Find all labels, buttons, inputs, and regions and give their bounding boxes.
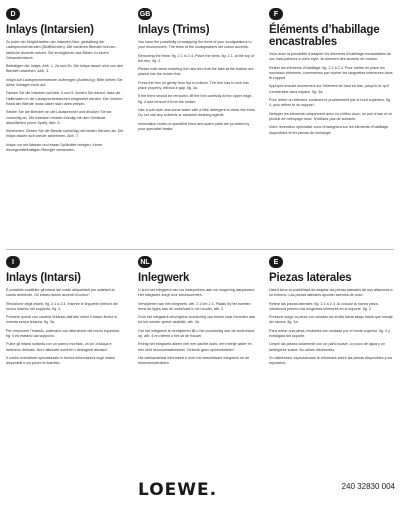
paragraph: Retirar las piezas laterales: fig. 2.1 a 2.4. Al colocar la nueva pieza, introduzca primero las lengüetas inferiores en el soporte, fig. 2. bbox=[269, 301, 379, 311]
footer bbox=[138, 470, 395, 510]
paragraph: È possibile sostituire gli intarsi dei vostri altoparlanti per adattarli al vostro ambiente. Gli intarsi danno accenti di colore. bbox=[6, 288, 115, 298]
language-badge: I bbox=[6, 256, 20, 268]
paragraph: Pour retirer un élément, soulevez-le prudemment par le bord supérieur, fig. 4, puis retirez-le du support. bbox=[269, 98, 391, 108]
paragraph: Appuyez ensuite doucement sur l’élément de haut en bas, jusqu’à ce qu’il s’enclenche sans espace, fig. 3a. bbox=[269, 84, 390, 94]
paragraph: Rimozione degli intarsi: fig. 2.1 a 2.4. Inserire le linguette inferiori del nuovo intarsio nel supporto, fig. 2. bbox=[6, 301, 118, 311]
section-title: Inlays (Intarsi) bbox=[6, 272, 81, 284]
paragraph: Presione luego la pieza con cuidado de arriba hacia abajo hasta que encaje sin ranura, fig. 3a. bbox=[269, 315, 393, 325]
paragraph: Vous avez la possibilité d’adapter les éléments d’habillage encastrables de vos haut-parleurs à votre style. Ils donnent des accents de couleur. bbox=[269, 52, 391, 62]
paragraph: You have the possibility of swapping the trims of your loudspeakers to your environment. The trims of the loudspeakers set colour accents. bbox=[138, 40, 252, 50]
paragraph: Om het inlegwerk te verwijderen tilt u het voorzichtig aan de bovenrand op, afb. 4 en neemt u het uit de houder. bbox=[138, 328, 255, 339]
section-title: Piezas laterales bbox=[269, 272, 352, 284]
section-body bbox=[6, 288, 124, 367]
paragraph: Press the trim on gently from top to bottom. The trim has to lock into place properly, without a gap, fig. 3a. bbox=[138, 80, 249, 91]
paragraph: Nettoyer les éléments uniquement avec un chiffon doux, un peu d’eau et un produit de nettoyage doux. N’utilisez pas de solvants. bbox=[269, 111, 393, 121]
language-badge: F bbox=[269, 8, 283, 20]
paragraph: Setzen Sie die Blenden an die Lautsprecher und drücken Sie sie vorsichtig an. Die Intarsien müssen bündig mit dem Gehäuse abschließen (ohne Spalt), Abb. 6. bbox=[6, 110, 112, 125]
paragraph: Per rimuovere l’intarsio, sollevarlo con attenzione dal bordo superiore, fig. 4 ed estrarlo dal supporto. bbox=[6, 328, 121, 339]
section-fr bbox=[269, 8, 395, 139]
paragraph: Druk het inlegwerk vervolgens voorzichtig van boven naar beneden aan tot het zonder spleet vastklikt, afb. 3a. bbox=[138, 315, 256, 325]
section-divider bbox=[6, 249, 394, 250]
section-it bbox=[6, 256, 124, 370]
section-title: Inlays (Intarsien) bbox=[6, 24, 94, 36]
paragraph: Use a soft cloth and some water with a little detergent to clean the trims. Do not use any solvents or abrasive cleaning agents. bbox=[138, 107, 256, 118]
paragraph: Para retirar una pieza, levántela con cuidado por el borde superior, fig. 4 y extráigala del soporte. bbox=[269, 328, 390, 339]
section-gb bbox=[138, 8, 256, 135]
paragraph: Retirer les éléments d’habillage: fig. 2.1 à 2.4. Pour mettre en place les nouveaux éléments, commencez par insérer les languettes inférieures dans le support. bbox=[269, 65, 393, 81]
paragraph: Inlays auf Lautsprecherblenden aufbringen (Anleitung): Bitte kleben Sie diese Vorlagen nicht auf. bbox=[6, 77, 123, 88]
paragraph: Verwijderen van het inlegwerk: afb. 2.1 t/m 2.4. Plaats bij het inzetten eerst de lipjes aan de onderkant in de houder, afb. 2. bbox=[138, 301, 251, 311]
paragraph: Premere quindi con cautela l’intarsio dall’alto verso il basso finché si innesta senza fessura, fig. 3a. bbox=[6, 315, 118, 325]
part-number: 240 32830 004 bbox=[341, 482, 395, 491]
paragraph: Pulire gli intarsi soltanto con un panno morbido, un po’ d’acqua e detersivo delicato. Non utilizzare solventi o detergenti abrasivi. bbox=[6, 342, 112, 352]
paragraph: Abnehmen: Ziehen Sie die Blende vorsichtig mit beiden Händen ab. Die Inlays lassen sich wieder abnehmen, Abb. 7. bbox=[6, 129, 124, 139]
paragraph: Befestigen der Inlays: Abb. 1, 2a und 2b. Die Inlays lassen sich von den Blenden abziehen, Abb. 3. bbox=[6, 64, 124, 74]
paragraph: Information notes on specified trims and spare parts are provided by your specialist dealer. bbox=[138, 121, 250, 131]
paragraph: Limpie las piezas solamente con un paño suave, un poco de agua y un detergente suave. No utilice disolventes. bbox=[269, 342, 386, 352]
paragraph: Removing the trims: fig. 2.1 to 2.4. Place the trims, fig. 2.1, at the top of the trim, fig. 2. bbox=[138, 53, 255, 63]
paragraph: Please note when inserting the new trim that the tabs at the bottom are placed into the holder first. bbox=[138, 67, 254, 77]
section-title: Éléments d’habillage encastrables bbox=[269, 24, 380, 48]
paragraph: Reinig het inlegwerk alleen met een zachte doek, een beetje water en een mild schoonmaakmiddel. Gebruik geen oplosmiddelen. bbox=[138, 342, 252, 352]
section-body bbox=[138, 288, 256, 367]
language-badge: E bbox=[269, 256, 283, 268]
section-title: Inlegwerk bbox=[138, 272, 190, 284]
section-body bbox=[269, 288, 395, 367]
paragraph: Zu jeder der Möglichkeiten der Intarsien-Neu- gestaltung der Lautsprecherblenden (Stoffblenden). Die vorderen Blenden können farbliche Akzente setzen. Sie ermöglichen das Bilden zu einem Gesamteindruck. bbox=[6, 40, 116, 60]
section-de bbox=[6, 8, 124, 156]
section-body bbox=[269, 52, 395, 136]
language-badge: NL bbox=[138, 256, 152, 268]
paragraph: Il vostro rivenditore specializzato vi fornirà informazioni sugli intarsi disponibili e sui pezzi di ricambio. bbox=[6, 355, 115, 366]
language-badge: D bbox=[6, 8, 20, 20]
section-body bbox=[6, 40, 124, 153]
language-badge: GB bbox=[138, 8, 152, 20]
paragraph: Votre revendeur spécialisé vous renseignera sur les éléments d’habillage disponibles et les pièces de rechange. bbox=[269, 125, 389, 135]
paragraph: Su distribuidor especializado le informará sobre las piezas disponibles y los repuestos. bbox=[269, 355, 393, 366]
brand-logo: LOEWE. bbox=[138, 480, 218, 500]
paragraph: Fassen Sie die Intarsien auf Abb. 4 und 5. Achten Sie darauf, dass die Haltenasen in die Lautsprechertaschen eingesetzt werden. Der vordere Rand der Blende muss dabei nach oben weisen. bbox=[6, 91, 123, 106]
section-nl bbox=[138, 256, 256, 370]
paragraph: Uw vakhandelaar informeert u over het beschikbare inlegwerk en de reserveonderdelen. bbox=[138, 355, 250, 366]
section-es bbox=[269, 256, 395, 370]
paragraph: Inlays nur mit Wasser und etwas Spülmittel reinigen. Keine lösungsmittelhaltigen Reiniger verwenden. bbox=[6, 142, 102, 153]
section-title: Inlays (Trims) bbox=[138, 24, 210, 36]
section-body bbox=[138, 40, 256, 132]
paragraph: U kunt het inlegwerk van uw luidsprekers aan uw omgeving aanpassen. Het inlegwerk zorgt voor kleuraccenten. bbox=[138, 288, 256, 298]
paragraph: If the trims should be removed, lift the trim carefully at the upper edge, fig. 4 and remove it from the holder. bbox=[138, 94, 253, 104]
paragraph: Usted tiene la posibilidad de adaptar las piezas laterales de sus altavoces a su entorno. Las piezas laterales aportan acentos de color. bbox=[269, 288, 393, 298]
